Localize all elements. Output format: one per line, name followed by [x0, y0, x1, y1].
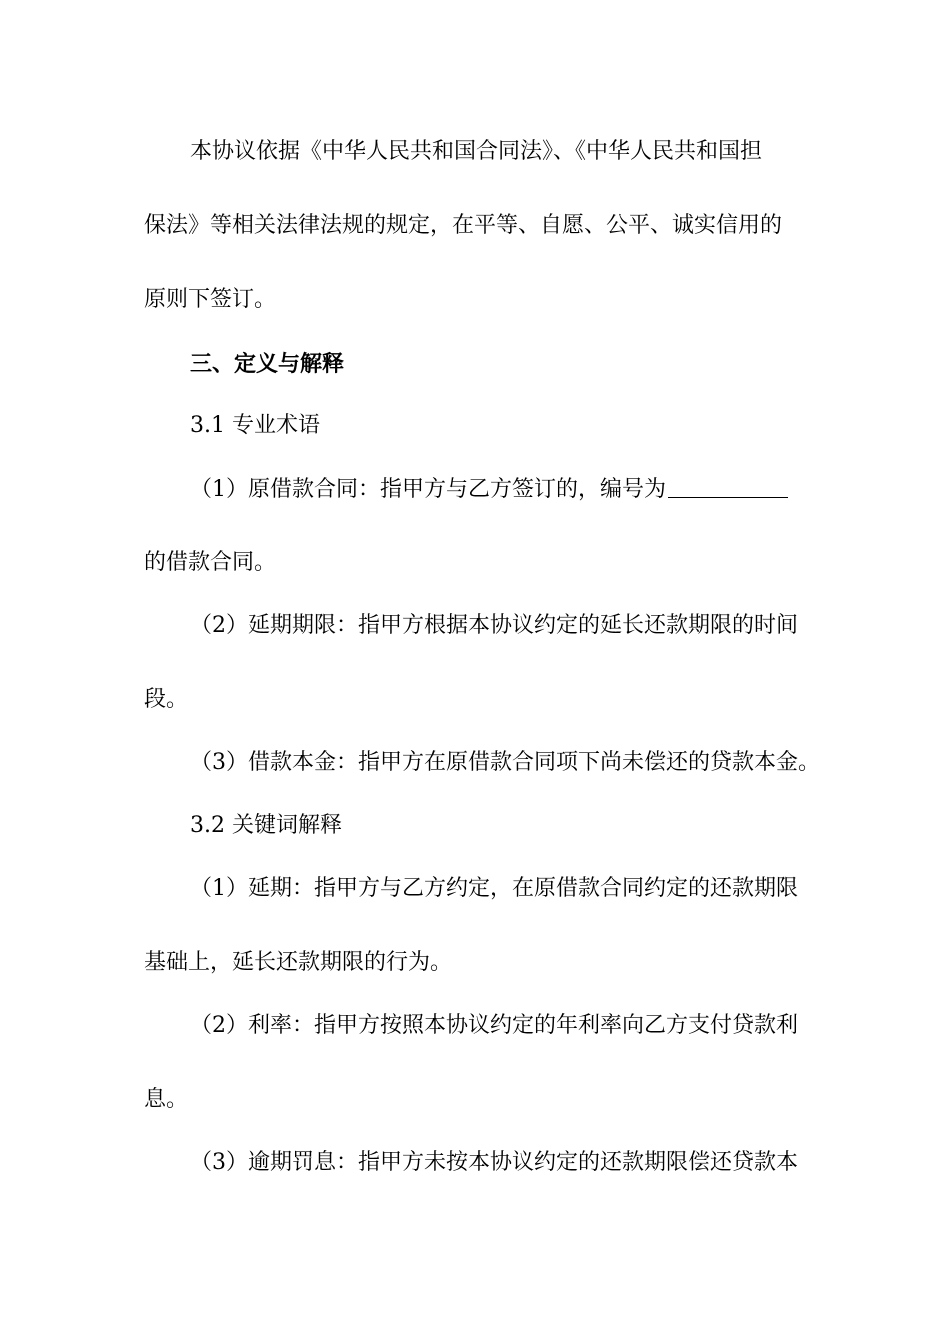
intro-paragraph-line-3: 原则下签订。 [144, 287, 277, 312]
keyword-extension: （1）延期：指甲方与乙方约定，在原借款合同约定的还款期限 [190, 876, 798, 901]
subsection-3-1-heading: 3.1 专业术语 [190, 413, 320, 438]
term-extension-period-cont: 段。 [144, 687, 189, 712]
section-3-heading: 三、定义与解释 [190, 351, 345, 377]
keyword-overdue-penalty: （3）逾期罚息：指甲方未按本协议约定的还款期限偿还贷款本 [190, 1150, 798, 1175]
intro-paragraph-line-1: 本协议依据《中华人民共和国合同法》、《中华人民共和国担 [190, 139, 763, 164]
keyword-interest-rate-cont: 息。 [144, 1087, 189, 1112]
subsection-3-2-heading: 3.2 关键词解释 [190, 813, 342, 838]
term-extension-period: （2）延期期限：指甲方根据本协议约定的延长还款期限的时间 [190, 613, 798, 638]
term-original-loan-contract-cont: 的借款合同。 [144, 550, 277, 575]
term-original-loan-contract [190, 476, 950, 504]
contract-number-blank [668, 477, 788, 498]
term-loan-principal: （3）借款本金：指甲方在原借款合同项下尚未偿还的贷款本金。 [190, 750, 820, 775]
term-original-loan-contract-text: （1）原借款合同：指甲方与乙方签订的，编号为 [190, 477, 666, 502]
intro-paragraph-line-2: 保法》等相关法律法规的规定，在平等、自愿、公平、诚实信用的 [144, 213, 783, 238]
keyword-interest-rate: （2）利率：指甲方按照本协议约定的年利率向乙方支付贷款利 [190, 1013, 798, 1038]
keyword-extension-cont: 基础上，延长还款期限的行为。 [144, 950, 453, 975]
